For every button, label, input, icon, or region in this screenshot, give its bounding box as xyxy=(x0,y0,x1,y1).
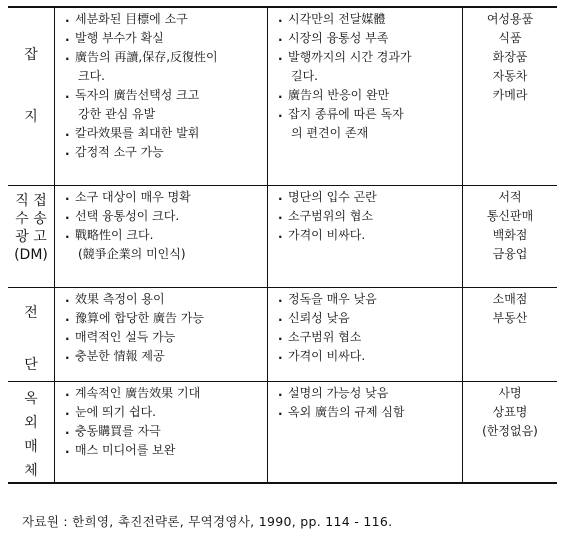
disadvantage-item: . 명단의 입수 곤란 xyxy=(278,188,462,207)
media-category-cell xyxy=(8,185,55,287)
advantage-item: . 선택 융통성이 크다. xyxy=(65,207,267,226)
disadvantage-item: . 신뢰성 낮음 xyxy=(278,309,462,328)
usage-item: 서적 xyxy=(498,189,522,204)
advantages-cell xyxy=(55,7,268,185)
disadvantages-cell xyxy=(268,287,463,381)
media-category-label: 지 xyxy=(24,109,38,125)
disadvantages-cell xyxy=(268,7,463,185)
disadvantage-item: . 시각만의 전달媒體 xyxy=(278,10,462,29)
disadvantages-cell xyxy=(268,185,463,287)
source-citation: 자료원 : 한희영, 촉진전략론, 무역경영사, 1990, pp. 114 - 116. xyxy=(22,514,393,529)
usage-item: 자동차 xyxy=(492,69,528,83)
usage-item: (한정없음) xyxy=(482,423,538,438)
advantage-item: . 戰略性이 크다. xyxy=(65,226,267,245)
advantage-item: . 충분한 情報 제공 xyxy=(65,347,267,366)
usage-item: 부동산 xyxy=(492,310,528,325)
media-comparison-table xyxy=(8,6,557,484)
media-category-cell xyxy=(8,287,55,381)
media-category-label: 수 송 xyxy=(15,210,47,227)
media-category-label: 단 xyxy=(24,356,38,373)
disadvantage-item: 의 편견이 존재 xyxy=(291,126,369,140)
media-category-label: 옥 xyxy=(24,390,38,407)
media-row xyxy=(8,7,557,185)
disadvantage-item: . 정독을 매우 낮음 xyxy=(278,290,462,309)
advantage-item: (競爭企業의 미인식) xyxy=(78,246,186,261)
advantages-cell xyxy=(55,185,268,287)
advantage-item: . 발행 부수가 확실 xyxy=(65,29,267,48)
advantage-item: . 效果 측정이 용이 xyxy=(65,290,267,309)
disadvantage-item: . 가격이 비싸다. xyxy=(278,226,462,245)
media-category-label: 매 xyxy=(24,438,38,455)
advantage-item: . 독자의 廣告선택성 크고 xyxy=(65,86,267,105)
usage-item: 사명 xyxy=(498,385,522,400)
advantage-item: . 계속적인 廣告效果 기대 xyxy=(65,384,267,403)
disadvantages-cell xyxy=(268,381,463,483)
advantage-item: 강한 관심 유발 xyxy=(78,107,156,121)
usage-cell xyxy=(463,287,558,381)
disadvantage-item: . 발행까지의 시간 경과가 xyxy=(278,48,462,67)
disadvantage-item: . 시장의 융통성 부족 xyxy=(278,29,462,48)
usage-cell xyxy=(463,185,558,287)
media-category-label: (DM) xyxy=(14,246,48,263)
media-category-cell xyxy=(8,7,55,185)
advantages-cell xyxy=(55,381,268,483)
media-category-label: 체 xyxy=(24,462,38,479)
usage-item: 식품 xyxy=(498,31,522,45)
usage-cell xyxy=(463,7,558,185)
disadvantage-item: . 설명의 가능성 낮음 xyxy=(278,384,462,403)
media-row xyxy=(8,185,557,287)
disadvantage-item: . 소구범위의 협소 xyxy=(278,207,462,226)
advantage-item: 크다. xyxy=(78,69,105,83)
media-row xyxy=(8,381,557,483)
usage-item: 통신판매 xyxy=(486,208,534,223)
disadvantage-item: . 가격이 비싸다. xyxy=(278,347,462,366)
disadvantage-item: . 廣告의 반응이 완만 xyxy=(278,86,462,105)
advantage-item: . 廣告의 再讀,保存,反復性이 xyxy=(65,48,267,67)
usage-item: 여성용품 xyxy=(486,12,534,26)
usage-item: 카메라 xyxy=(492,88,528,102)
advantage-item: . 豫算에 합당한 廣告 가능 xyxy=(65,309,267,328)
document xyxy=(8,6,554,484)
media-category-label: 광 고 xyxy=(15,228,47,245)
media-category-cell xyxy=(8,381,55,483)
media-category-label: 전 xyxy=(24,304,38,321)
disadvantage-item: . 잡지 종류에 따른 독자 xyxy=(278,105,462,124)
advantage-item: . 소구 대상이 매우 명확 xyxy=(65,188,267,207)
disadvantage-item: 길다. xyxy=(291,69,318,83)
media-category-label: 잡 xyxy=(24,47,38,63)
advantage-item: . 칼라效果를 최대한 발휘 xyxy=(65,124,267,143)
usage-item: 금융업 xyxy=(492,246,528,261)
usage-item: 상표명 xyxy=(492,404,528,419)
advantage-item: . 감정적 소구 가능 xyxy=(65,143,267,162)
usage-item: 화장품 xyxy=(492,50,528,64)
advantage-item: . 매스 미디어를 보완 xyxy=(65,441,267,460)
advantage-item: . 세분화된 目標에 소구 xyxy=(65,10,267,29)
disadvantage-item: . 소구범위 협소 xyxy=(278,328,462,347)
advantage-item: . 충동購買를 자극 xyxy=(65,422,267,441)
usage-item: 백화점 xyxy=(492,227,528,242)
usage-cell xyxy=(463,381,558,483)
media-row xyxy=(8,287,557,381)
media-category-label: 외 xyxy=(24,414,38,431)
disadvantage-item: . 옥외 廣告의 규제 심함 xyxy=(278,403,462,422)
advantage-item: . 매력적인 설득 가능 xyxy=(65,328,267,347)
advantages-cell xyxy=(55,287,268,381)
usage-item: 소매점 xyxy=(492,291,528,306)
media-category-label: 직 접 xyxy=(15,192,47,209)
advantage-item: . 눈에 띄기 쉽다. xyxy=(65,403,267,422)
